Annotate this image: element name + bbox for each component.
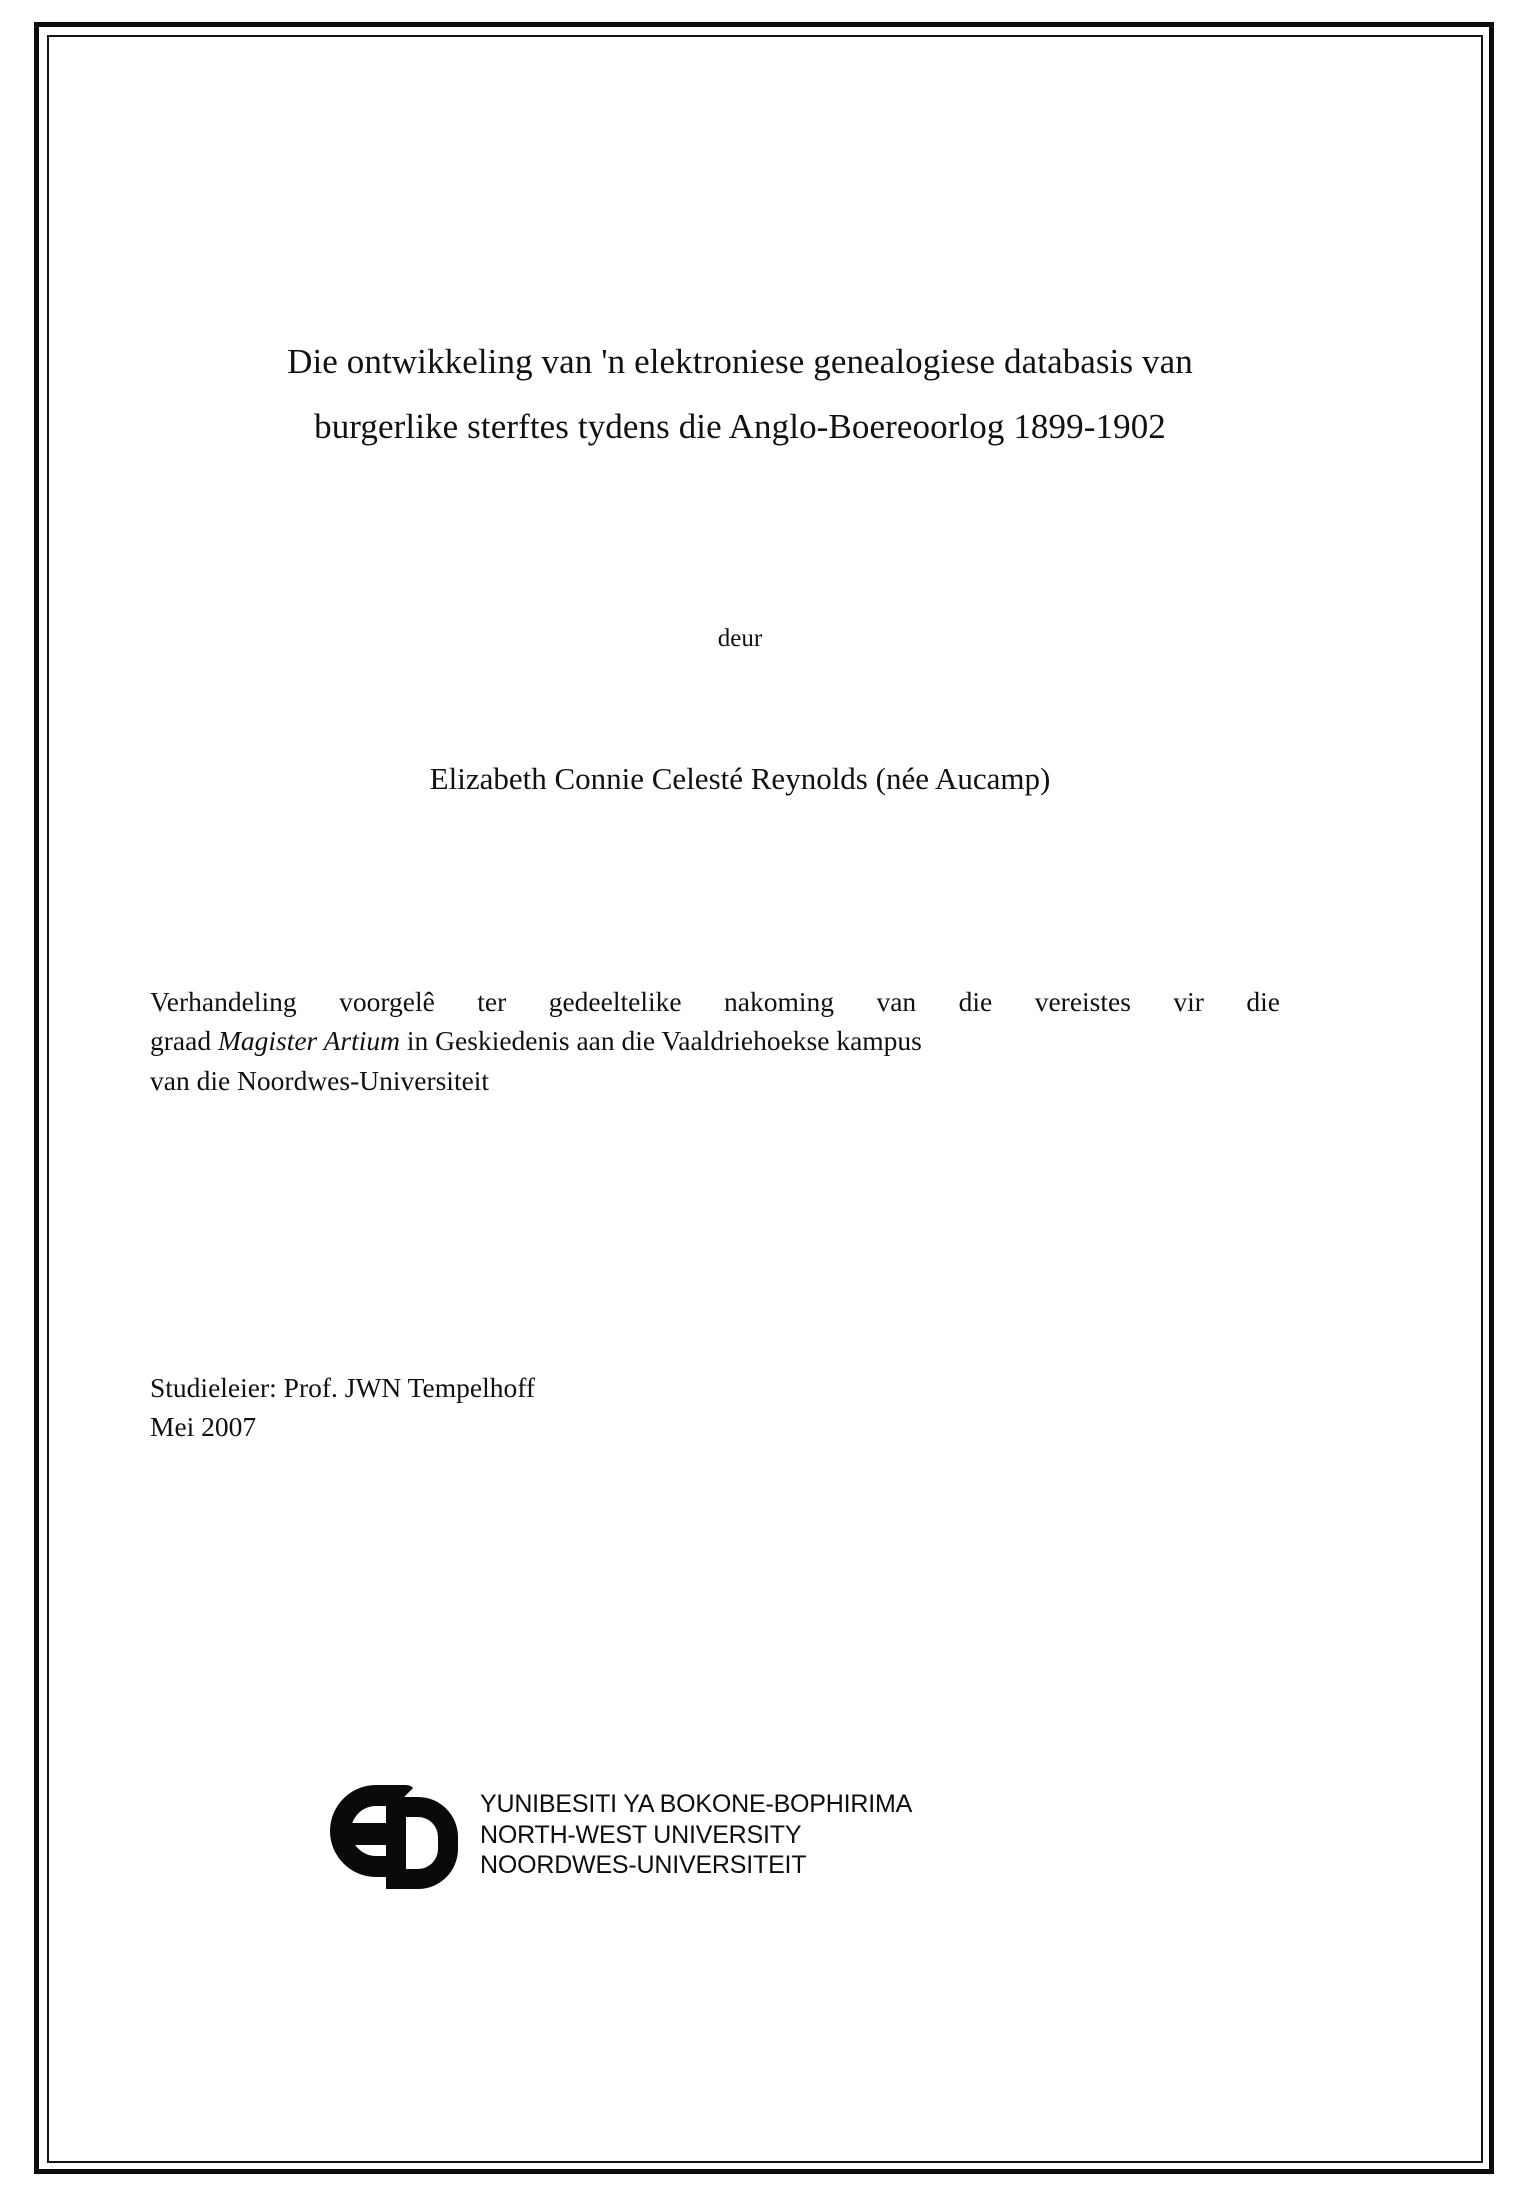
title-line-1: Die ontwikkeling van 'n elektroniese genealogiese databasis van [287,342,1193,381]
degree-statement-line-2-prefix: graad [150,1025,218,1057]
page-title [150,330,1330,460]
degree-statement [150,982,1280,1101]
university-logo-text [480,1789,912,1881]
degree-statement-line-2 [150,1021,1280,1061]
by-label: deur [717,624,763,652]
university-name-english: NORTH-WEST UNIVERSITY [480,1820,802,1849]
university-name-afrikaans: NOORDWES-UNIVERSITEIT [480,1851,807,1880]
north-west-university-logo-icon [330,1779,470,1891]
degree-name-italic: Magister Artium [217,1025,401,1057]
submission-date: Mei 2007 [150,1411,257,1443]
university-name-setswana: YUNIBESITI YA BOKONE-BOPHIRIMA [480,1790,913,1819]
title-line-2: burgerlike sterftes tydens die Anglo-Boereoorlog 1899-1902 [314,406,1166,446]
degree-statement-line-1: Verhandeling voorgelê ter gedeeltelike nakoming van die vereistes vir die [150,985,1280,1017]
degree-statement-line-2-suffix: in Geskiedenis aan die Vaaldriehoekse kampus [400,1025,922,1057]
title-page-content [150,330,1330,1446]
degree-statement-line-3: van die Noordwes-Universiteit [150,1064,490,1096]
supervisor-block [150,1368,1330,1446]
supervisor-name: Studieleier: Prof. JWN Tempelhoff [150,1372,536,1404]
university-logo [330,1770,1030,1900]
author-name: Elizabeth Connie Celesté Reynolds (née Aucamp) [429,760,1051,796]
